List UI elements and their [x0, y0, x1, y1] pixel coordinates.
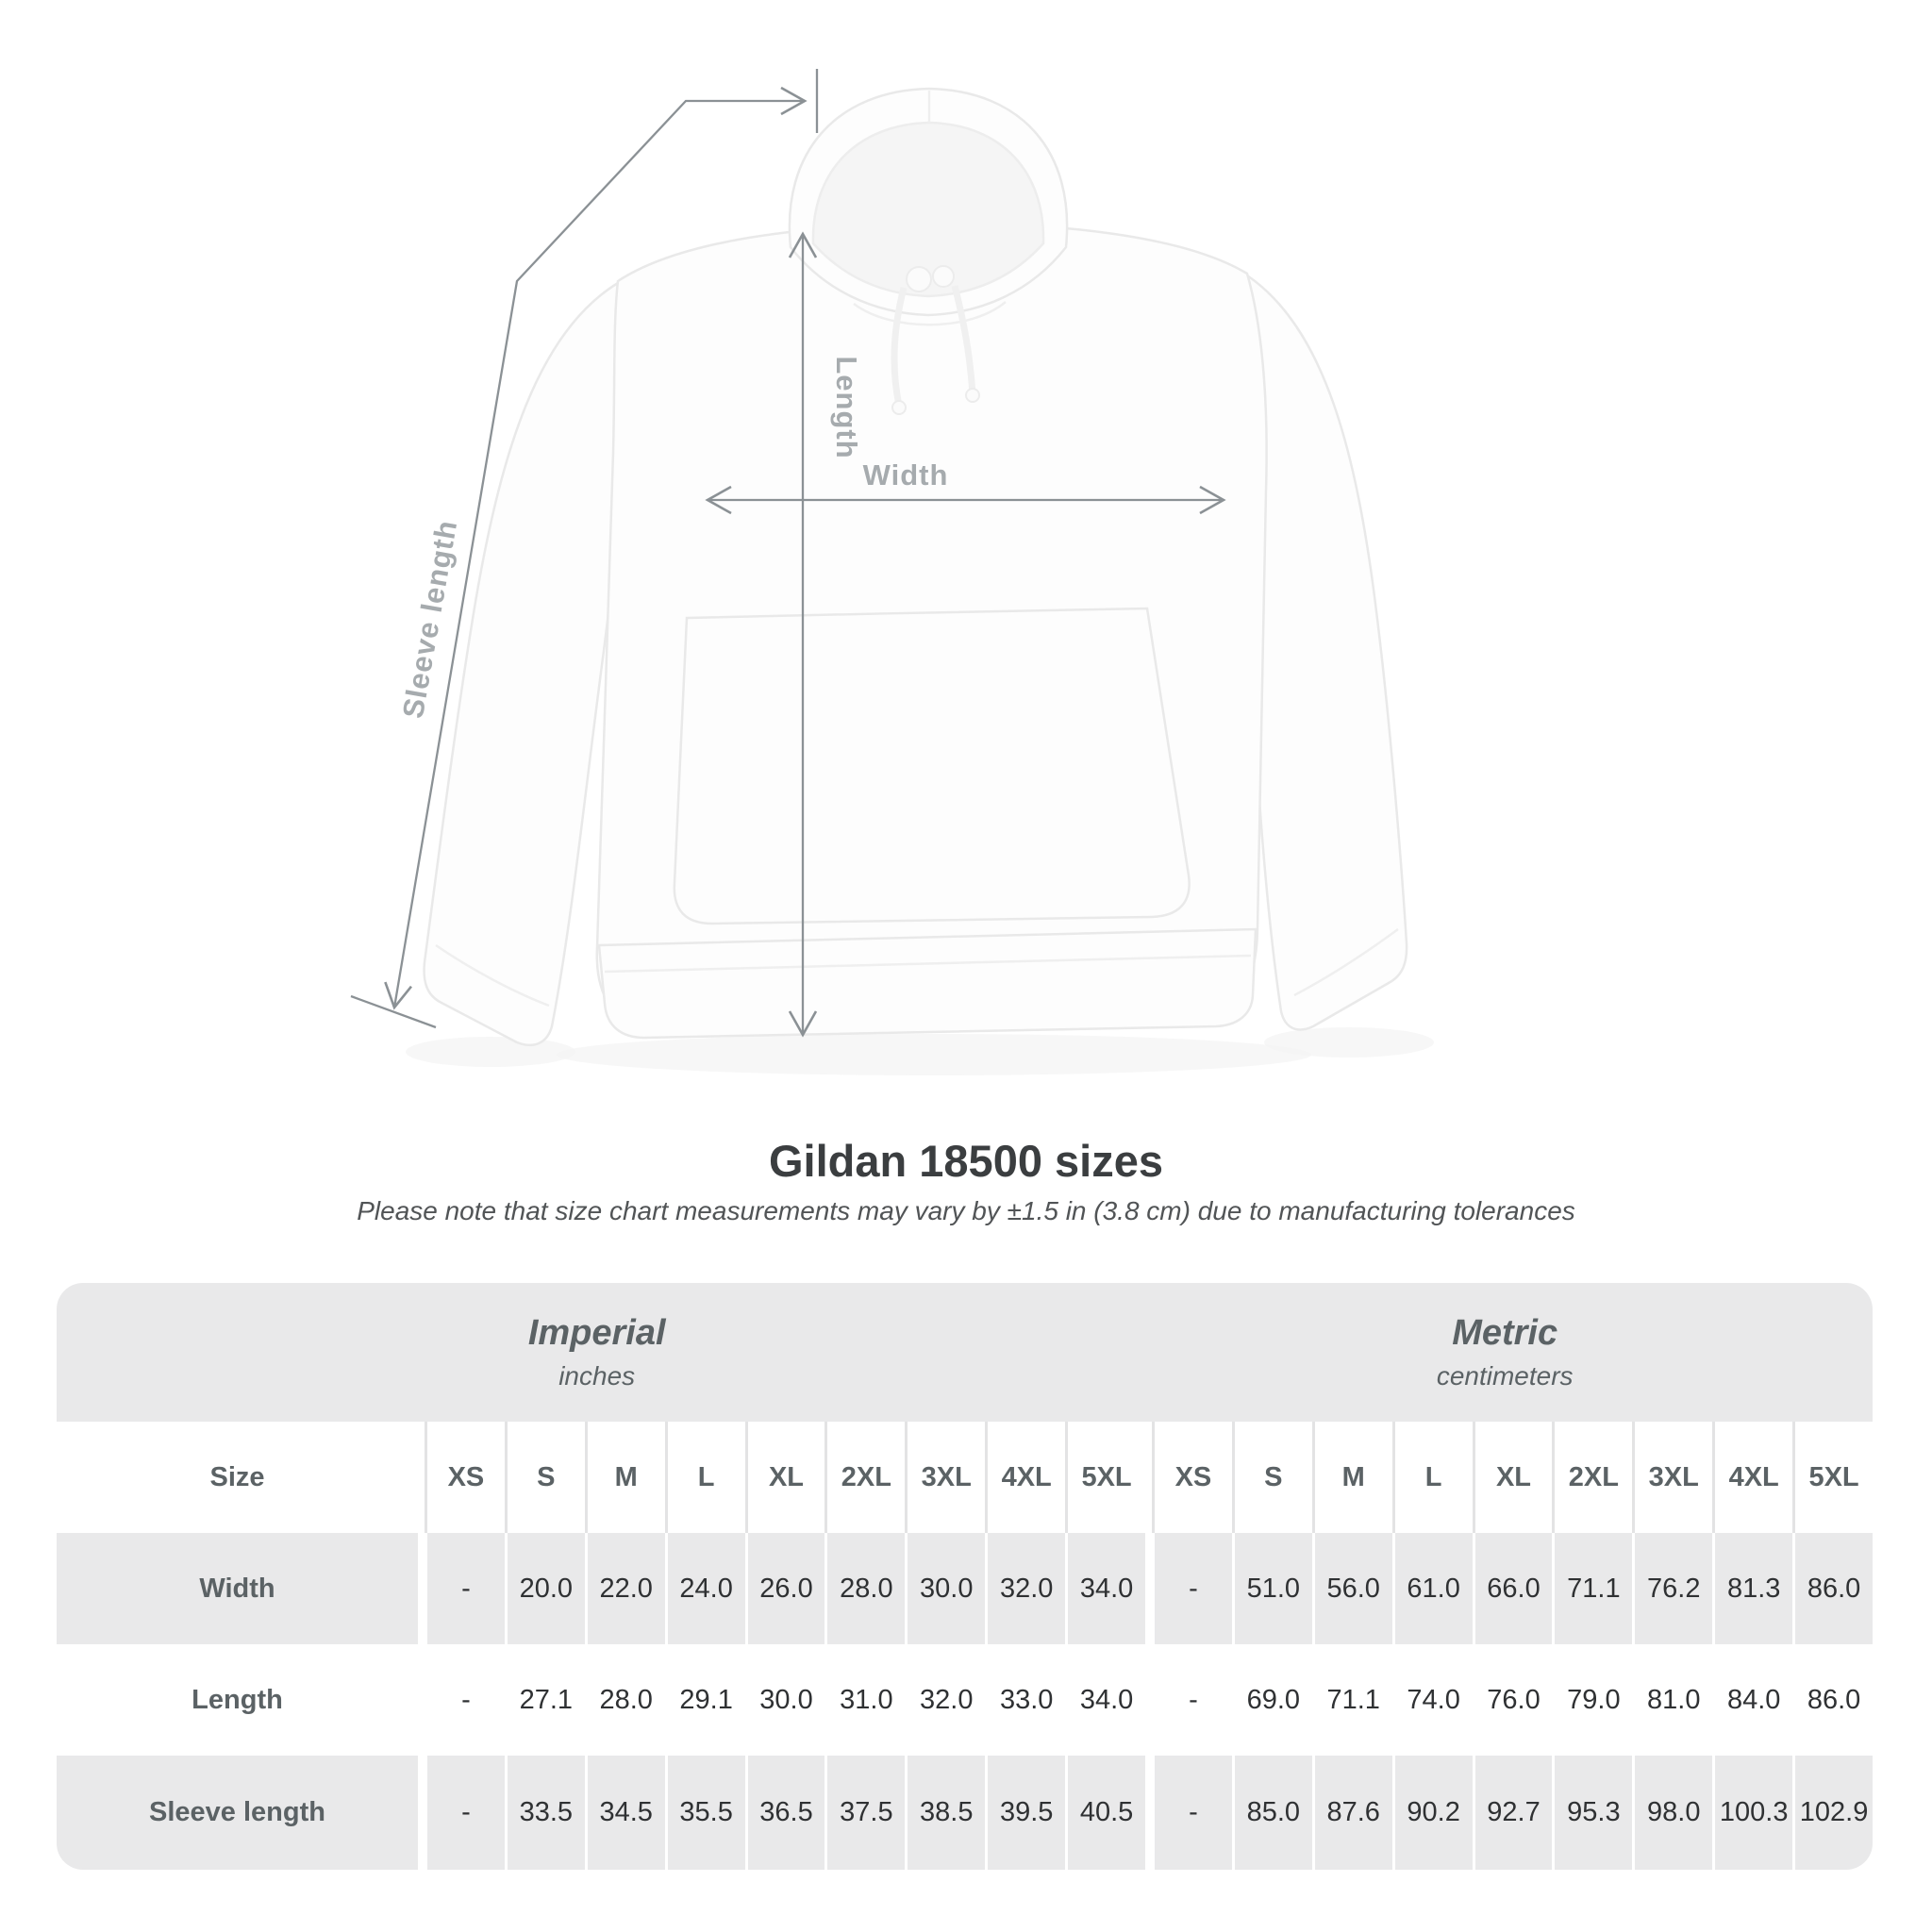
width-imperial-2xl: 28.0 [827, 1533, 905, 1644]
sleeve-metric-4xl: 100.3 [1715, 1756, 1792, 1870]
size-table [57, 1283, 1873, 1870]
size-header-5xl: 5XL [1068, 1422, 1145, 1533]
size-header-5xl-metric: 5XL [1795, 1422, 1873, 1533]
length-metric-xl: 76.0 [1475, 1644, 1553, 1756]
size-column-header: Size [57, 1422, 418, 1533]
sleeve-imperial-xs: - [427, 1756, 505, 1870]
column-spacer [1148, 1644, 1152, 1756]
row-label-sleeve-length: Sleeve length [57, 1756, 418, 1870]
imperial-group-header [57, 1283, 1137, 1422]
page-title: Gildan 18500 sizes [768, 1136, 1164, 1186]
size-header-xs: XS [427, 1422, 505, 1533]
length-imperial-3xl: 32.0 [908, 1644, 985, 1756]
size-header-3xl: 3XL [908, 1422, 985, 1533]
column-spacer [421, 1533, 425, 1644]
width-metric-m: 56.0 [1315, 1533, 1392, 1644]
length-imperial-4xl: 33.0 [988, 1644, 1065, 1756]
sleeve-imperial-2xl: 37.5 [827, 1756, 905, 1870]
length-imperial-l: 29.1 [668, 1644, 745, 1756]
sleeve-metric-l: 90.2 [1395, 1756, 1473, 1870]
row-label-width: Width [57, 1533, 418, 1644]
length-metric-s: 69.0 [1235, 1644, 1312, 1756]
column-spacer [1148, 1756, 1152, 1870]
width-metric-l: 61.0 [1395, 1533, 1473, 1644]
size-header-xl: XL [748, 1422, 825, 1533]
width-imperial-s: 20.0 [508, 1533, 585, 1644]
width-metric-4xl: 81.3 [1715, 1533, 1792, 1644]
length-metric-l: 74.0 [1395, 1644, 1473, 1756]
length-metric-xs: - [1155, 1644, 1232, 1756]
column-spacer [421, 1422, 425, 1533]
sleeve-metric-3xl: 98.0 [1635, 1756, 1712, 1870]
width-imperial-xs: - [427, 1533, 505, 1644]
sleeve-metric-xl: 92.7 [1475, 1756, 1553, 1870]
size-header-xs-metric: XS [1155, 1422, 1232, 1533]
size-header-s-metric: S [1235, 1422, 1312, 1533]
sleeve-imperial-s: 33.5 [508, 1756, 585, 1870]
width-imperial-3xl: 30.0 [908, 1533, 985, 1644]
width-metric-xl: 66.0 [1475, 1533, 1553, 1644]
hoodie-left-sleeve [425, 283, 625, 1045]
hoodie-hem [599, 929, 1256, 1038]
sleeve-imperial-xl: 36.5 [748, 1756, 825, 1870]
sleeve-imperial-3xl: 38.5 [908, 1756, 985, 1870]
length-imperial-s: 27.1 [508, 1644, 585, 1756]
size-header-s: S [508, 1422, 585, 1533]
sleeve-metric-m: 87.6 [1315, 1756, 1392, 1870]
row-label-length: Length [57, 1644, 418, 1756]
size-header-3xl-metric: 3XL [1635, 1422, 1712, 1533]
length-metric-m: 71.1 [1315, 1644, 1392, 1756]
column-spacer [421, 1756, 425, 1870]
metric-group-name: Metric [1452, 1313, 1558, 1353]
length-imperial-5xl: 34.0 [1068, 1644, 1145, 1756]
sleeve-metric-xs: - [1155, 1756, 1232, 1870]
size-header-4xl-metric: 4XL [1715, 1422, 1792, 1533]
size-header-l: L [668, 1422, 745, 1533]
metric-group-header [1137, 1283, 1873, 1422]
sleeve-imperial-l: 35.5 [668, 1756, 745, 1870]
size-header-2xl-metric: 2XL [1555, 1422, 1632, 1533]
column-spacer [421, 1644, 425, 1756]
length-imperial-m: 28.0 [588, 1644, 665, 1756]
metric-group-unit: centimeters [1436, 1361, 1574, 1391]
width-label: Width [862, 458, 949, 491]
length-metric-4xl: 84.0 [1715, 1644, 1792, 1756]
sleeve-length-label: Sleeve length [395, 517, 464, 722]
column-spacer [1148, 1422, 1152, 1533]
width-imperial-xl: 26.0 [748, 1533, 825, 1644]
sleeve-metric-2xl: 95.3 [1555, 1756, 1632, 1870]
unit-group-band [57, 1283, 1873, 1422]
length-metric-5xl: 86.0 [1795, 1644, 1873, 1756]
width-metric-2xl: 71.1 [1555, 1533, 1632, 1644]
size-header-m: M [588, 1422, 665, 1533]
hoodie-shadow [406, 1027, 1434, 1075]
length-metric-3xl: 81.0 [1635, 1644, 1712, 1756]
width-imperial-4xl: 32.0 [988, 1533, 1065, 1644]
length-metric-2xl: 79.0 [1555, 1644, 1632, 1756]
size-header-4xl: 4XL [988, 1422, 1065, 1533]
size-header-l-metric: L [1395, 1422, 1473, 1533]
column-spacer [1148, 1533, 1152, 1644]
length-imperial-2xl: 31.0 [827, 1644, 905, 1756]
width-metric-3xl: 76.2 [1635, 1533, 1712, 1644]
hoodie-pocket [675, 608, 1190, 924]
size-header-2xl: 2XL [827, 1422, 905, 1533]
hoodie-right-sleeve [1241, 275, 1407, 1029]
length-imperial-xl: 30.0 [748, 1644, 825, 1756]
tolerance-note: Please note that size chart measurements may vary by ±1.5 in (3.8 cm) due to manufacturing tolerances [357, 1196, 1575, 1225]
imperial-group-name: Imperial [527, 1313, 666, 1353]
imperial-group-unit: inches [558, 1361, 636, 1391]
sleeve-imperial-m: 34.5 [588, 1756, 665, 1870]
sleeve-imperial-4xl: 39.5 [988, 1756, 1065, 1870]
width-imperial-l: 24.0 [668, 1533, 745, 1644]
sleeve-metric-s: 85.0 [1235, 1756, 1312, 1870]
width-imperial-5xl: 34.0 [1068, 1533, 1145, 1644]
width-metric-s: 51.0 [1235, 1533, 1312, 1644]
sleeve-metric-5xl: 102.9 [1795, 1756, 1873, 1870]
width-metric-xs: - [1155, 1533, 1232, 1644]
sleeve-imperial-5xl: 40.5 [1068, 1756, 1145, 1870]
size-header-xl-metric: XL [1475, 1422, 1553, 1533]
length-imperial-xs: - [427, 1644, 505, 1756]
width-metric-5xl: 86.0 [1795, 1533, 1873, 1644]
sleeve-bottom-tick [351, 996, 436, 1027]
length-label: Length [830, 356, 863, 459]
width-imperial-m: 22.0 [588, 1533, 665, 1644]
size-header-m-metric: M [1315, 1422, 1392, 1533]
